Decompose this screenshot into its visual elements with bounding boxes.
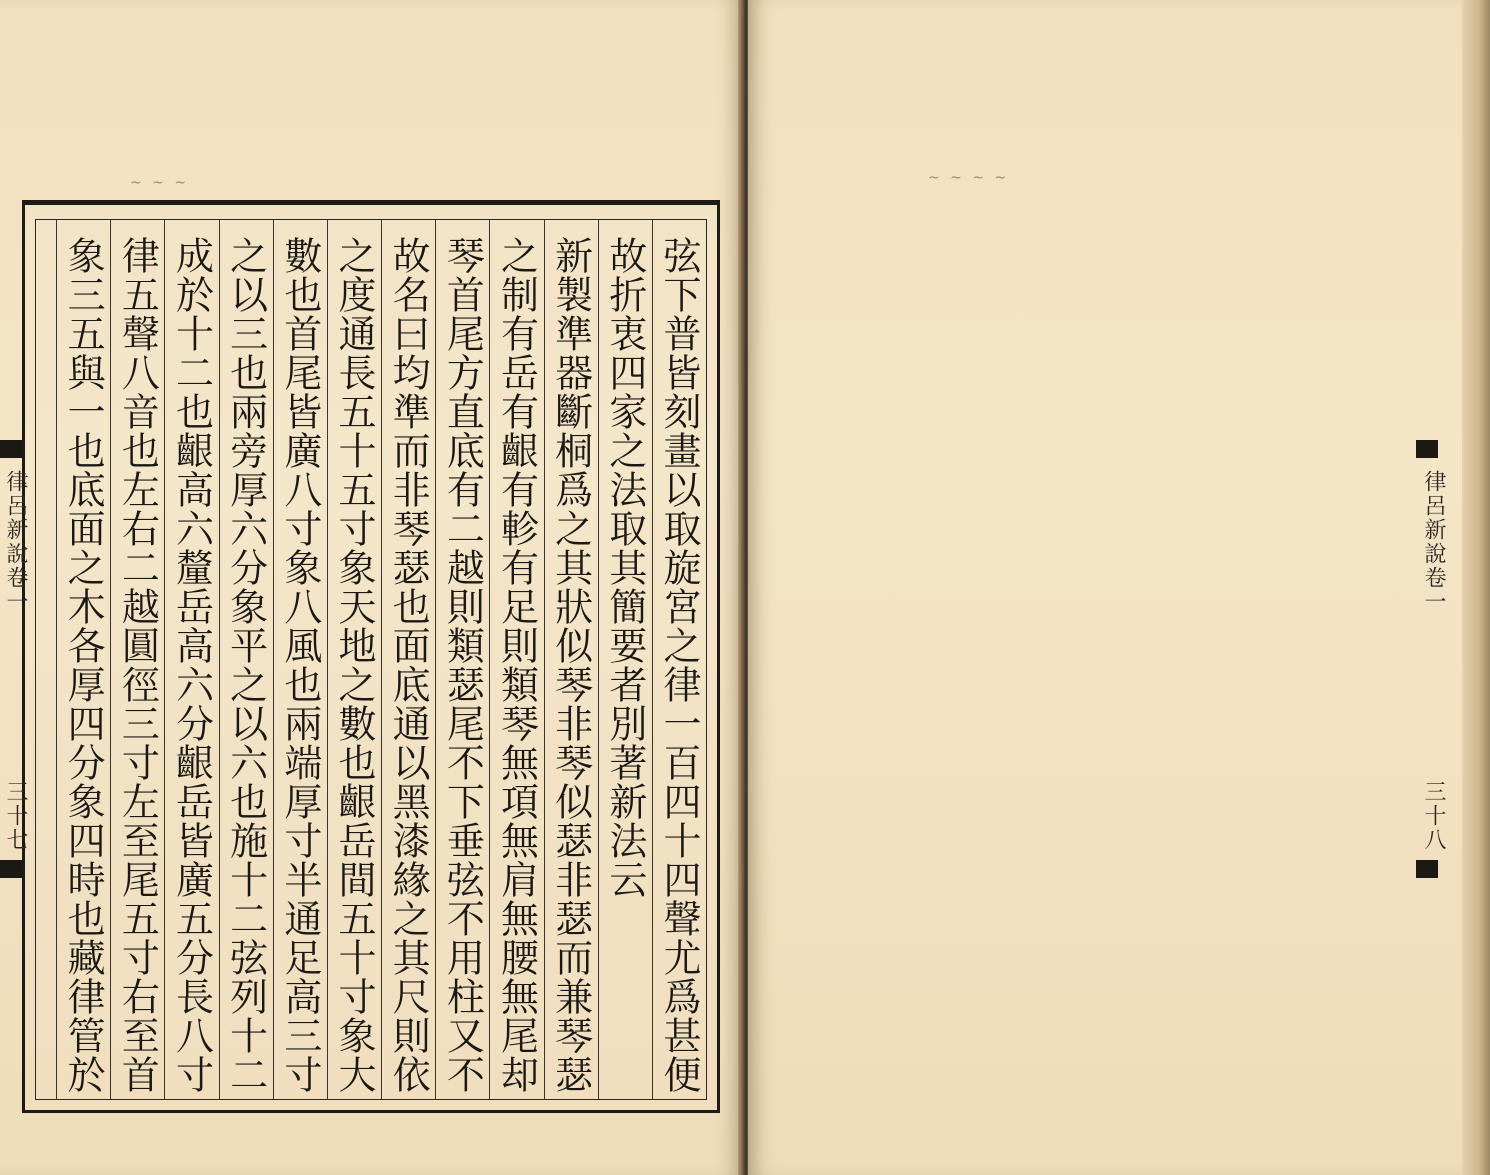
text-column: 象三五與一也底面之木各厚四分象四時也藏律管於 — [56, 220, 110, 1099]
text-column: 之以三也兩旁厚六分象平之以六也施十二弦列十二 — [219, 220, 273, 1099]
text-column: 數也首尾皆廣八寸象八風也兩端厚寸半通足高三寸 — [273, 220, 327, 1099]
text-column: 成於十二也齦高六釐岳高六分齦岳皆廣五分長八寸 — [164, 220, 218, 1099]
text-column: 弦下普皆刻畫以取旋宮之律一百四十四聲尤爲甚便 — [652, 220, 706, 1099]
text-column: 故名曰均準而非琴瑟也面底通以黑漆緣之其尺則依 — [381, 220, 435, 1099]
right-page-number: 三十八 — [1421, 780, 1446, 852]
left-page — [0, 0, 742, 1175]
fish-tail-mark-top — [0, 440, 22, 458]
right-block-center-title: 律呂新說卷一 — [1421, 470, 1446, 614]
text-column: 故折衷四家之法取其簡要者別著新法云 — [598, 220, 652, 1099]
text-column: 新製準器斷桐爲之其狀似琴非琴似瑟非瑟而兼琴瑟 — [544, 220, 598, 1099]
page-edge — [1462, 0, 1490, 1175]
ink-smudge: ~ ~ ~ ~ — [928, 170, 1010, 186]
ink-smudge: ~ ~ ~ — [130, 175, 190, 191]
text-column: 琴首尾方直底有二越則類瑟尾不下垂弦不用柱又不 — [435, 220, 489, 1099]
fish-tail-mark-top — [1416, 440, 1438, 458]
fish-tail-mark-bottom — [1416, 860, 1438, 878]
text-column: 之度通長五十五寸象天地之數也齦岳間五十寸象大 — [327, 220, 381, 1099]
left-text-frame — [22, 200, 720, 1113]
text-column: 律五聲八音也左右二越圓徑三寸左至尾五寸右至首 — [110, 220, 164, 1099]
fish-tail-mark-bottom — [0, 860, 22, 878]
text-column: 之制有岳有齦有軫有足則類琴無項無肩無腰無尾却 — [489, 220, 543, 1099]
left-page-number: 三十七 — [3, 780, 28, 852]
left-block-center-title: 律呂新說卷一 — [3, 470, 28, 614]
right-page — [748, 0, 1490, 1175]
left-column-grid — [35, 219, 707, 1100]
